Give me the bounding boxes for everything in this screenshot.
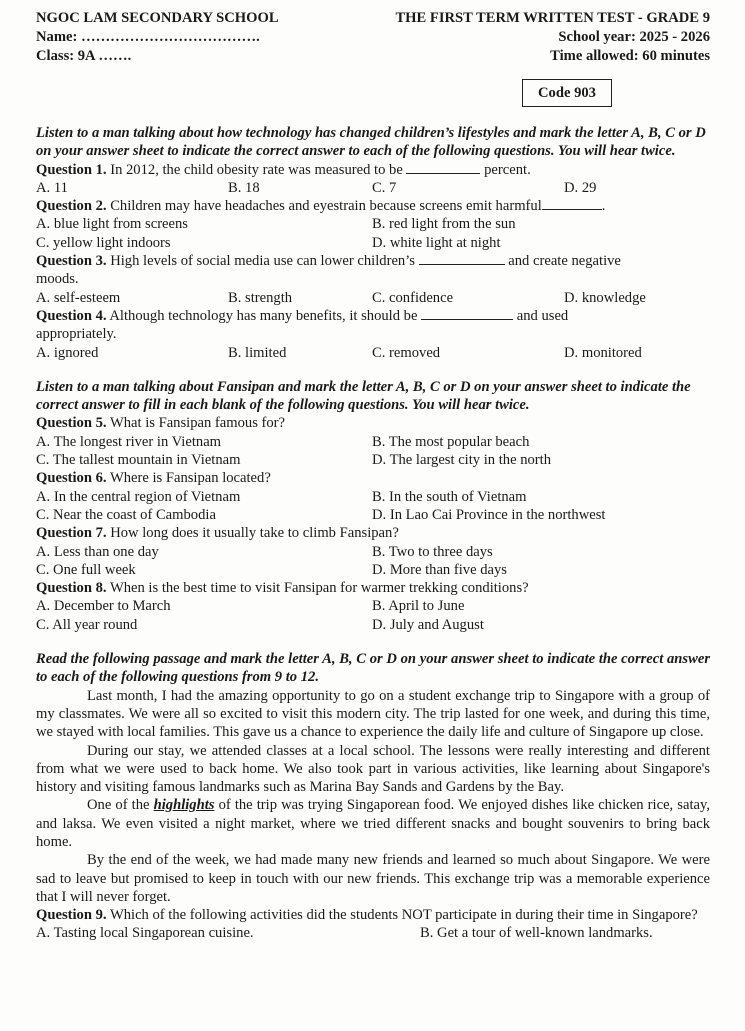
option: A. Less than one day	[36, 543, 159, 560]
q7-options-row1	[36, 543, 710, 561]
name-label: Name: ……………………………….	[36, 29, 260, 45]
question-label: Question 5.	[36, 415, 107, 432]
question-label: Question 3.	[36, 253, 107, 270]
section1-instruction: Listen to a man talking about how technology has changed children’s lifestyles and mark the letter A, B, C or D on your answer sheet to indicate the correct answer to each of the following questions. You will hear twice.	[36, 125, 706, 160]
section2-instruction: Listen to a man talking about Fansipan and mark the letter A, B, C or D on your answer sheet to indicate the correct answer to fill in each blank of the following questions. You will hear twice.	[36, 378, 691, 414]
question-4: Question 4. Although technology has many benefits, it should be and used appropriately.	[36, 307, 569, 343]
passage-paragraph-2: During our stay, we attended classes at a local school. The lessons were really interesting and different from what we were used to back home. We also took part in various activities, like learning about Singapore's history and visiting famous landmarks such as Marina Bay Sands and Gardens by the Bay.	[36, 742, 710, 796]
q7-options-row2	[36, 561, 710, 579]
option: B. Get a tour of well-known landmarks.	[420, 925, 653, 942]
option: B. The most popular beach	[372, 433, 530, 450]
option: B. limited	[228, 344, 287, 361]
option: B. 18	[228, 179, 260, 196]
option: C. 7	[372, 179, 397, 196]
q3-options	[36, 289, 710, 307]
q6-options-row2	[36, 506, 710, 524]
time-allowed: Time allowed: 60 minutes	[550, 48, 710, 64]
option: D. July and August	[372, 616, 484, 633]
q8-options-row2	[36, 616, 710, 634]
question-label: Question 2.	[36, 198, 107, 215]
q4-options	[36, 344, 710, 362]
passage-paragraph-4: By the end of the week, we had made many new friends and learned so much about Singapore. We were sad to leave but promised to keep in touch with our new friends. This exchange trip was a memorable experience that I will never forget.	[36, 852, 710, 905]
option: D. monitored	[564, 344, 642, 361]
q6-options-row1	[36, 488, 710, 506]
header	[36, 9, 710, 67]
option: A. December to March	[36, 598, 171, 615]
section3-instruction: Read the following passage and mark the letter A, B, C or D on your answer sheet to indicate the correct answer to each of the following questions from 9 to 12.	[36, 651, 710, 686]
question-7: Question 7. How long does it usually take to climb Fansipan?	[36, 525, 399, 542]
option: D. The largest city in the north	[372, 452, 552, 469]
option: B. red light from the sun	[372, 216, 516, 233]
q5-options-row1	[36, 433, 710, 451]
option: D. More than five days	[372, 561, 507, 578]
question-label: Question 6.	[36, 470, 107, 487]
option: D. knowledge	[564, 289, 646, 306]
option: C. The tallest mountain in Vietnam	[36, 452, 241, 469]
q1-options	[36, 179, 710, 197]
question-3: Question 3. High levels of social media use can lower children’s and create negative moods.	[36, 253, 621, 288]
option: A. The longest river in Vietnam	[36, 433, 222, 450]
option: B. In the south of Vietnam	[372, 488, 527, 505]
option: C. All year round	[36, 616, 138, 633]
question-8: Question 8. When is the best time to visit Fansipan for warmer trekking conditions?	[36, 580, 529, 597]
test-title: THE FIRST TERM WRITTEN TEST - GRADE 9	[395, 10, 710, 26]
option: C. yellow light indoors	[36, 234, 171, 251]
q2-options-row1	[36, 215, 710, 233]
question-label: Question 4.	[36, 307, 107, 324]
option: A. self-esteem	[36, 289, 121, 306]
option: B. strength	[228, 289, 293, 306]
question-2: Question 2. Children may have headaches and eyestrain because screens emit harmful .	[36, 198, 606, 215]
option: A. In the central region of Vietnam	[36, 488, 241, 505]
highlighted-word: highlights	[153, 797, 215, 814]
option: D. In Lao Cai Province in the northwest	[372, 506, 606, 523]
option: A. blue light from screens	[36, 216, 188, 233]
question-label: Question 9.	[36, 907, 107, 924]
q2-options-row2	[36, 234, 710, 252]
question-label: Question 7.	[36, 525, 107, 542]
passage-paragraph-1: Last month, I had the amazing opportunity to go on a student exchange trip to Singapore with a group of my classmates. We were all so excited to visit this modern city. The trip lasted for one week, and during this time, we stayed with local families. This gave us a chance to experience the daily life and culture of Singapore up close.	[36, 687, 710, 741]
q9-options-row1	[36, 924, 710, 942]
q5-options-row2	[36, 451, 710, 469]
school-name: NGOC LAM SECONDARY SCHOOL	[36, 10, 279, 26]
passage-paragraph-3: One of the highlights of the trip was trying Singaporean food. We enjoyed dishes like chicken rice, satay, and laksa. We even visited a night market, where we tried different snacks and bought souvenirs to bring back home.	[36, 797, 710, 850]
test-page	[36, 9, 710, 943]
answer-blank	[421, 307, 513, 320]
question-9: Question 9. Which of the following activities did the students NOT participate in during their time in Singapore?	[36, 907, 698, 924]
option: C. Near the coast of Cambodia	[36, 506, 216, 523]
question-1: Question 1. In 2012, the child obesity rate was measured to be percent.	[36, 161, 531, 178]
school-year: School year: 2025 - 2026	[558, 29, 710, 45]
class-label: Class: 9A …….	[36, 48, 132, 64]
option: C. removed	[372, 344, 441, 361]
option: A. ignored	[36, 344, 99, 361]
option: D. white light at night	[372, 234, 501, 251]
answer-blank	[542, 197, 602, 210]
option: D. 29	[564, 179, 597, 196]
code-box: Code 903	[522, 79, 612, 107]
option: B. Two to three days	[372, 543, 493, 560]
option: C. One full week	[36, 561, 136, 578]
answer-blank	[406, 161, 480, 174]
question-label: Question 1.	[36, 161, 107, 178]
question-6: Question 6. Where is Fansipan located?	[36, 470, 271, 487]
q8-options-row1	[36, 597, 710, 615]
question-label: Question 8.	[36, 580, 107, 597]
answer-blank	[419, 252, 505, 265]
question-5: Question 5. What is Fansipan famous for?	[36, 415, 286, 432]
option: B. April to June	[372, 598, 465, 615]
option: A. Tasting local Singaporean cuisine.	[36, 925, 254, 942]
option: C. confidence	[372, 289, 454, 306]
option: A. 11	[36, 179, 68, 196]
